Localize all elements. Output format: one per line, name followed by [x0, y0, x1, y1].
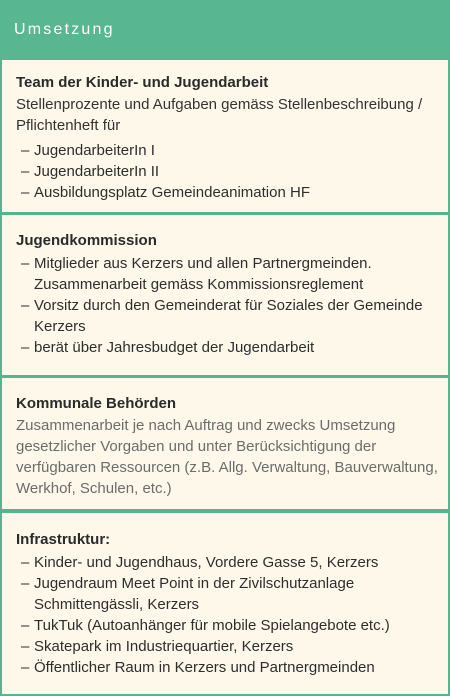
dash-icon: – — [21, 184, 30, 201]
section-title: Infrastruktur: — [16, 531, 111, 548]
dash-icon: – — [21, 163, 30, 180]
section-title: Team der Kinder- und Jugendarbeit — [16, 74, 269, 91]
dash-icon: – — [21, 297, 30, 314]
dash-icon: – — [21, 617, 30, 634]
section-title: Kommunale Behörden — [16, 395, 177, 412]
section-list — [16, 253, 448, 358]
section-text: Stellenprozente und Aufgaben gemäss Stellenbeschreibung / Pflichtenheft für — [16, 96, 423, 134]
section-team — [2, 60, 448, 212]
section-list — [16, 140, 448, 203]
list-item: – JugendarbeiterIn II — [21, 163, 160, 180]
list-item: – JugendarbeiterIn I — [21, 142, 155, 159]
list-item: – Öffentlicher Raum in Kerzers und Partnergmeinden — [21, 659, 375, 676]
list-item: – Skatepark im Industriequartier, Kerzers — [21, 638, 294, 655]
section-list — [16, 552, 448, 678]
dash-icon: – — [21, 554, 30, 571]
section-infrastruktur — [2, 513, 448, 694]
section-jugendkommission — [2, 215, 448, 375]
list-item: – Mitglieder aus Kerzers und allen Partnergmeinden. Zusammenarbeit gemäss Kommissionsreglement — [21, 255, 372, 293]
section-behoerden — [2, 378, 448, 509]
dash-icon: – — [21, 255, 30, 272]
dash-icon: – — [21, 575, 30, 592]
dash-icon: – — [21, 339, 30, 356]
list-item: – berät über Jahresbudget der Jugendarbeit — [21, 339, 315, 356]
section-text: Zusammenarbeit je nach Auftrag und zwecks Umsetzung gesetzlicher Vorgaben und unter Berücksichtigung der verfügbaren Ressourcen (z.B. Allg. Verwaltung, Bauverwaltung, Werkhof, Schulen, etc.) — [16, 417, 438, 497]
dash-icon: – — [21, 142, 30, 159]
dash-icon: – — [21, 638, 30, 655]
header-bar — [0, 0, 450, 60]
header-title: Umsetzung — [14, 21, 115, 38]
list-item: – Jugendraum Meet Point in der Zivilschutzanlage Schmittengässli, Kerzers — [21, 575, 355, 613]
list-item: – Vorsitz durch den Gemeinderat für Soziales der Gemeinde Kerzers — [21, 297, 423, 335]
list-item: – Ausbildungsplatz Gemeindeanimation HF — [21, 184, 310, 201]
section-title: Jugendkommission — [16, 232, 157, 249]
list-item: – TukTuk (Autoanhänger für mobile Spielangebote etc.) — [21, 617, 390, 634]
list-item: – Kinder- und Jugendhaus, Vordere Gasse 5, Kerzers — [21, 554, 379, 571]
dash-icon: – — [21, 659, 30, 676]
